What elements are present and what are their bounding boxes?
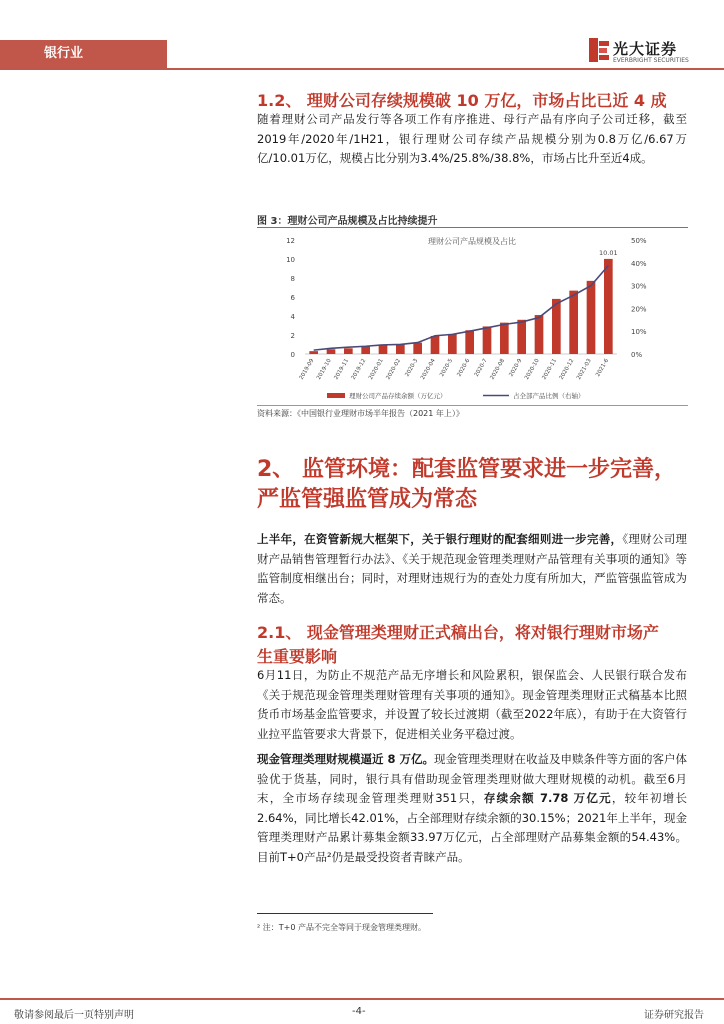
bar bbox=[413, 343, 422, 354]
para-2-intro bbox=[257, 530, 687, 608]
para-2-1-b bbox=[257, 750, 687, 867]
footnote: ² 注：T+0 产品不完全等同于现金管理类理财。 bbox=[257, 923, 426, 932]
y-left-tick-label: 12 bbox=[286, 237, 295, 245]
y-right-tick-label: 10% bbox=[631, 328, 647, 337]
para-2-1-a: 6月11日，为防止不规范产品无序增长和风险累积，银保监会、人民银行联合发布《关于规范现金管理类理财管理有关事项的通知》。现金管理类理财正式稿基本比照货币市场基金监管要求，并设置了较长过渡期（截至2022年底），有助于在大资管行业拉平监管要求大背景下，促进相关业务平稳过渡。 bbox=[257, 668, 687, 741]
p2-c: ，较年初增长2.64%，同比增长42.01%，占全部理财存续余额的30.15%；2021年上半年，现金管理类理财产品累计募集金额33.97万亿元，占全部理财产品募集金额的54.43%。目前T+0产品²仍是最受投资者青睐产品。 bbox=[257, 791, 687, 864]
x-tick-label: 2020-01 bbox=[368, 358, 385, 381]
y-left-tick-label: 0 bbox=[290, 351, 295, 359]
x-tick-label: 2020-02 bbox=[385, 358, 403, 381]
legend-bar-swatch bbox=[327, 393, 345, 398]
footer-disclaimer: 敬请参阅最后一页特别声明 bbox=[14, 1010, 134, 1021]
bar bbox=[500, 323, 509, 354]
x-tick-label: 2019-12 bbox=[350, 358, 368, 381]
page-number: -4- bbox=[352, 1006, 366, 1017]
x-tick-label: 2020-5 bbox=[439, 358, 455, 378]
legend-bar-label: 理财公司产品存续余额（万亿元） bbox=[349, 392, 447, 400]
bar bbox=[569, 291, 578, 354]
heading-2-line2: 严监管强监管成为常态 bbox=[257, 487, 478, 512]
x-tick-label: 2021-6 bbox=[595, 358, 611, 378]
x-tick-label: 2020-08 bbox=[489, 358, 507, 381]
x-tick-label: 2019-10 bbox=[316, 358, 333, 381]
bar bbox=[361, 346, 370, 354]
x-tick-label: 2019-09 bbox=[298, 358, 316, 381]
bar bbox=[327, 349, 336, 354]
logo-en: EVERBRIGHT SECURITIES bbox=[613, 57, 689, 64]
y-right-tick-label: 40% bbox=[631, 259, 647, 268]
section-tag: 银行业 bbox=[0, 40, 167, 68]
logo-name: 光大证券 bbox=[613, 40, 678, 58]
header-rule bbox=[0, 68, 724, 70]
bar bbox=[535, 315, 544, 354]
y-left-tick-label: 8 bbox=[290, 275, 295, 283]
bar bbox=[448, 334, 457, 354]
heading-2-1-line1: 2.1、 现金管理类理财正式稿出台，将对银行理财市场产 bbox=[257, 623, 659, 642]
footnote-rule bbox=[257, 913, 433, 914]
bar bbox=[379, 345, 388, 355]
p2-a: 现金管理类理财在收益及申赎条件等方面的客户体验优于货基，同时，银行具有借助现金管理类理财做大理财规模的动机。截至6月末，全市场存续现金管理类理财351只， bbox=[257, 752, 688, 805]
bar bbox=[396, 345, 405, 355]
bar bbox=[309, 351, 318, 354]
footer-report-type: 证券研究报告 bbox=[644, 1010, 704, 1021]
y-left-tick-label: 4 bbox=[290, 313, 295, 321]
bar bbox=[431, 336, 440, 354]
x-tick-label: 2020-3 bbox=[404, 358, 420, 378]
logo-icon bbox=[589, 38, 609, 62]
bar bbox=[344, 348, 353, 354]
bar bbox=[465, 330, 474, 354]
bar bbox=[483, 326, 492, 354]
para-1-2: 随着理财公司产品发行等各项工作有序推进、母行产品有序向子公司迁移，截至2019年/2020年/1H21，银行理财公司存续产品规模分别为0.8万亿/6.67万亿/10.01万亿，规模占比分别为3.4%/25.8%/38.8%，市场占比升至近4成。 bbox=[257, 112, 687, 165]
p2-b: 存续余额 7.78 万亿元 bbox=[483, 791, 612, 805]
heading-2-1-line2: 生重要影响 bbox=[257, 647, 338, 666]
x-tick-label: 2020-7 bbox=[473, 358, 489, 378]
y-left-tick-label: 2 bbox=[290, 332, 295, 340]
y-right-tick-label: 30% bbox=[631, 282, 647, 291]
x-tick-label: 2020-12 bbox=[558, 358, 576, 381]
bar bbox=[604, 259, 613, 354]
footer-rule bbox=[0, 998, 724, 1000]
bar bbox=[587, 281, 596, 354]
x-tick-label: 2020-04 bbox=[420, 358, 437, 381]
x-tick-label: 2020-10 bbox=[524, 358, 541, 381]
figure-source: 资料来源：《中国银行业理财市场半年报告（2021 年上）》 bbox=[257, 409, 464, 418]
figure-caption: 图 3：理财公司产品规模及占比持续提升 bbox=[257, 216, 438, 227]
y-right-tick-label: 20% bbox=[631, 305, 647, 314]
heading-1-2: 1.2、 理财公司存续规模破 10 万亿，市场占比已近 4 成 bbox=[257, 91, 667, 110]
y-right-tick-label: 0% bbox=[631, 351, 643, 359]
chart-title: 理财公司产品规模及占比 bbox=[428, 237, 516, 246]
heading-2-line1: 2、 监管环境：配套监管要求进一步完善， bbox=[257, 457, 676, 482]
legend-line-label: 占全部产品比例（右轴） bbox=[513, 392, 585, 400]
x-tick-label: 2020-11 bbox=[541, 358, 559, 381]
bar bbox=[517, 320, 526, 354]
ratio-line bbox=[314, 266, 609, 351]
chart bbox=[257, 206, 688, 406]
p2-bold: 现金管理类理财规模逼近 8 万亿。 bbox=[257, 752, 435, 766]
x-tick-label: 2019-11 bbox=[333, 358, 351, 381]
y-left-tick-label: 6 bbox=[290, 294, 295, 302]
y-left-tick-label: 10 bbox=[286, 256, 295, 264]
x-tick-label: 2020-9 bbox=[508, 358, 524, 378]
intro-bold: 上半年，在资管新规大框架下，关于银行理财的配套细则进一步完善， bbox=[257, 532, 623, 546]
company-logo bbox=[589, 36, 699, 68]
y-right-tick-label: 50% bbox=[631, 237, 647, 245]
x-tick-label: 2020-6 bbox=[456, 358, 472, 378]
intro-rest: 《理财公司理财产品销售管理暂行办法》、《关于规范现金管理类理财产品管理有关事项的通知》等监管制度相继出台；同时，对理财违规行为的查处力度有所加大，严监管强监管成为常态。 bbox=[257, 532, 688, 605]
x-tick-label: 2021-03 bbox=[576, 358, 593, 381]
source-rule bbox=[257, 405, 688, 406]
bar-data-label: 10.01 bbox=[599, 248, 618, 257]
